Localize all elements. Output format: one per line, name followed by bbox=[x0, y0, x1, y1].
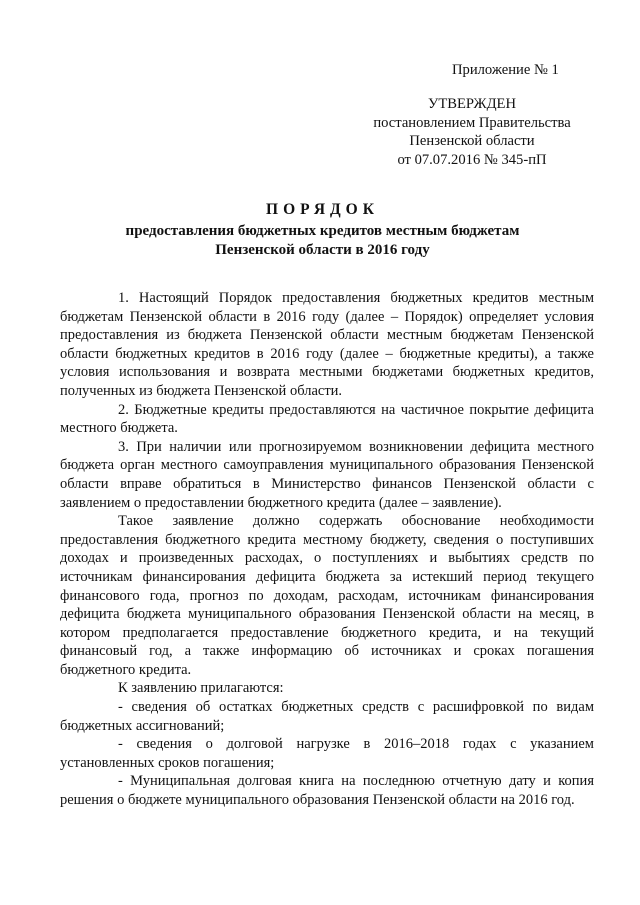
list-item-3: - Муниципальная долговая книга на последнюю отчетную дату и копия решения о бюджете муниципального образования Пензенской области на 2016 год. bbox=[60, 773, 594, 809]
paragraph-2: 2. Бюджетные кредиты предоставляются на частичное покрытие дефицита местного бюджета. bbox=[60, 401, 594, 437]
subtitle-line1: предоставления бюджетных кредитов местным бюджетам bbox=[125, 223, 520, 239]
paragraph-5: К заявлению прилагаются: bbox=[118, 680, 284, 697]
document-title: ПОРЯДОК bbox=[266, 201, 379, 218]
approved-heading: УТВЕРЖДЕН bbox=[428, 96, 516, 112]
approval-stamp bbox=[372, 95, 572, 169]
list-item-2: - сведения о долговой нагрузке в 2016–2018 годах с указанием установленных сроков погашения; bbox=[60, 736, 594, 771]
paragraph-3: 3. При наличии или прогнозируемом возникновении дефицита местного бюджета орган местного самоуправления муниципального образования Пензенской области вправе обратиться в Министерство финансов Пензенской области с заявлением о предоставлении бюджетного кредита (далее – заявление). bbox=[60, 438, 594, 511]
paragraph-1: 1. Настоящий Порядок предоставления бюджетных кредитов местным бюджетам Пензенской области в 2016 году (далее – Порядок) определяет условия предоставления из бюджета Пензенской области местным бюджетам Пензенской области бюджетных кредитов в 2016 году (далее – бюджетные кредиты), а также условия использования и возврата местными бюджетами бюджетных кредитов, полученных из бюджета Пензенской области. bbox=[60, 290, 594, 399]
paragraph-4: Такое заявление должно содержать обоснование необходимости предоставления бюджетного кредита местному бюджету, сведения о поступивших доходах и произведенных расходах, о поступлениях и выбытиях средств по источникам финансирования дефицита бюджета за истекший период текущего финансового года, прогноз по доходам, расходам, источникам финансирования дефицита бюджета муниципального образования Пензенской области на месяц, в котором предполагается предоставление бюджетного кредита, и на текущий финансовый год, а также информацию об источниках и сроках погашения бюджетного кредита. bbox=[60, 513, 594, 678]
list-item-1: - сведения об остатках бюджетных средств с расшифровкой по видам бюджетных ассигнований; bbox=[60, 699, 594, 734]
approved-by-line2: Пензенской области bbox=[409, 133, 535, 149]
document-subtitle bbox=[60, 222, 585, 259]
approved-date: от 07.07.2016 № 345-пП bbox=[397, 151, 547, 168]
document-body bbox=[60, 289, 594, 810]
approved-by-line1: постановлением Правительства bbox=[373, 114, 571, 131]
subtitle-line2: Пензенской области в 2016 году bbox=[215, 241, 430, 258]
attachment-label: Приложение № 1 bbox=[452, 62, 559, 78]
